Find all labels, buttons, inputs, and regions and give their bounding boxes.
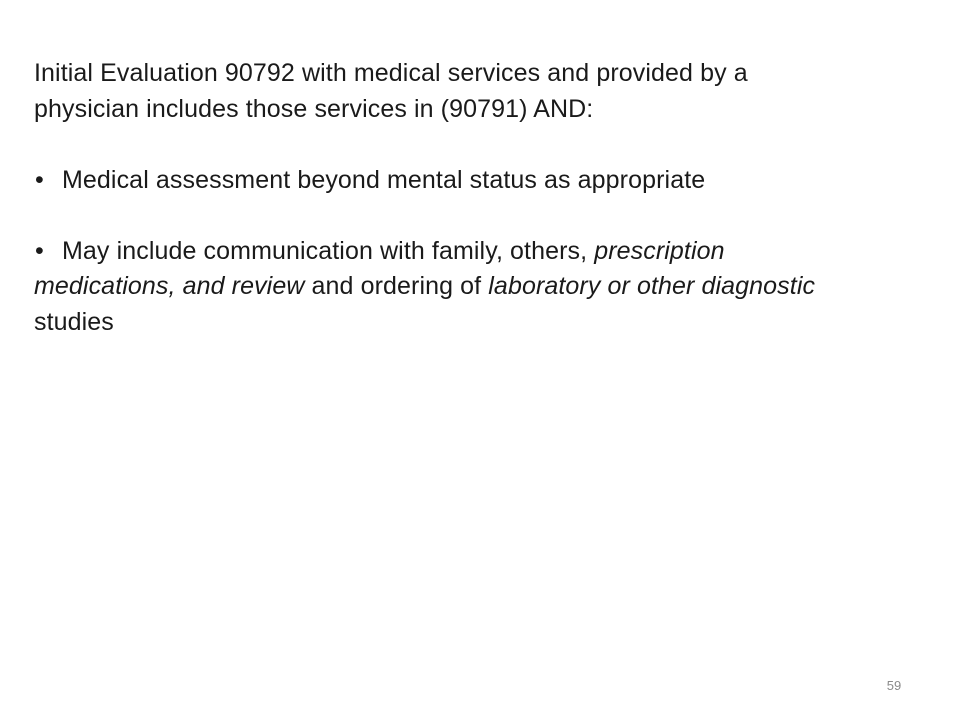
- page-number: 59: [886, 678, 902, 693]
- bullet-text-tail: studies: [34, 307, 114, 336]
- bullet-marker: •: [35, 236, 44, 265]
- bullet-text: Medical assessment beyond mental status as appropriate: [62, 165, 706, 194]
- intro-paragraph: [34, 56, 834, 127]
- bullet-item-communication: [34, 234, 834, 341]
- spacer: [34, 127, 834, 163]
- bullet-marker: •: [35, 165, 44, 194]
- bullet-item-medical-assessment: [34, 163, 834, 199]
- spacer: [34, 198, 834, 234]
- slide-body: [34, 56, 834, 340]
- bullet-text-italic-medications: prescription medications, and review: [34, 236, 725, 300]
- bullet-text-lead: May include communication with family, others,: [62, 236, 595, 265]
- intro-text: Initial Evaluation 90792 with medical services and provided by a physician includes those services in (90791) AND:: [34, 59, 748, 123]
- bullet-text-italic-laboratory: laboratory or other diagnostic: [488, 272, 816, 300]
- bullet-text-mid: and ordering of: [304, 272, 489, 300]
